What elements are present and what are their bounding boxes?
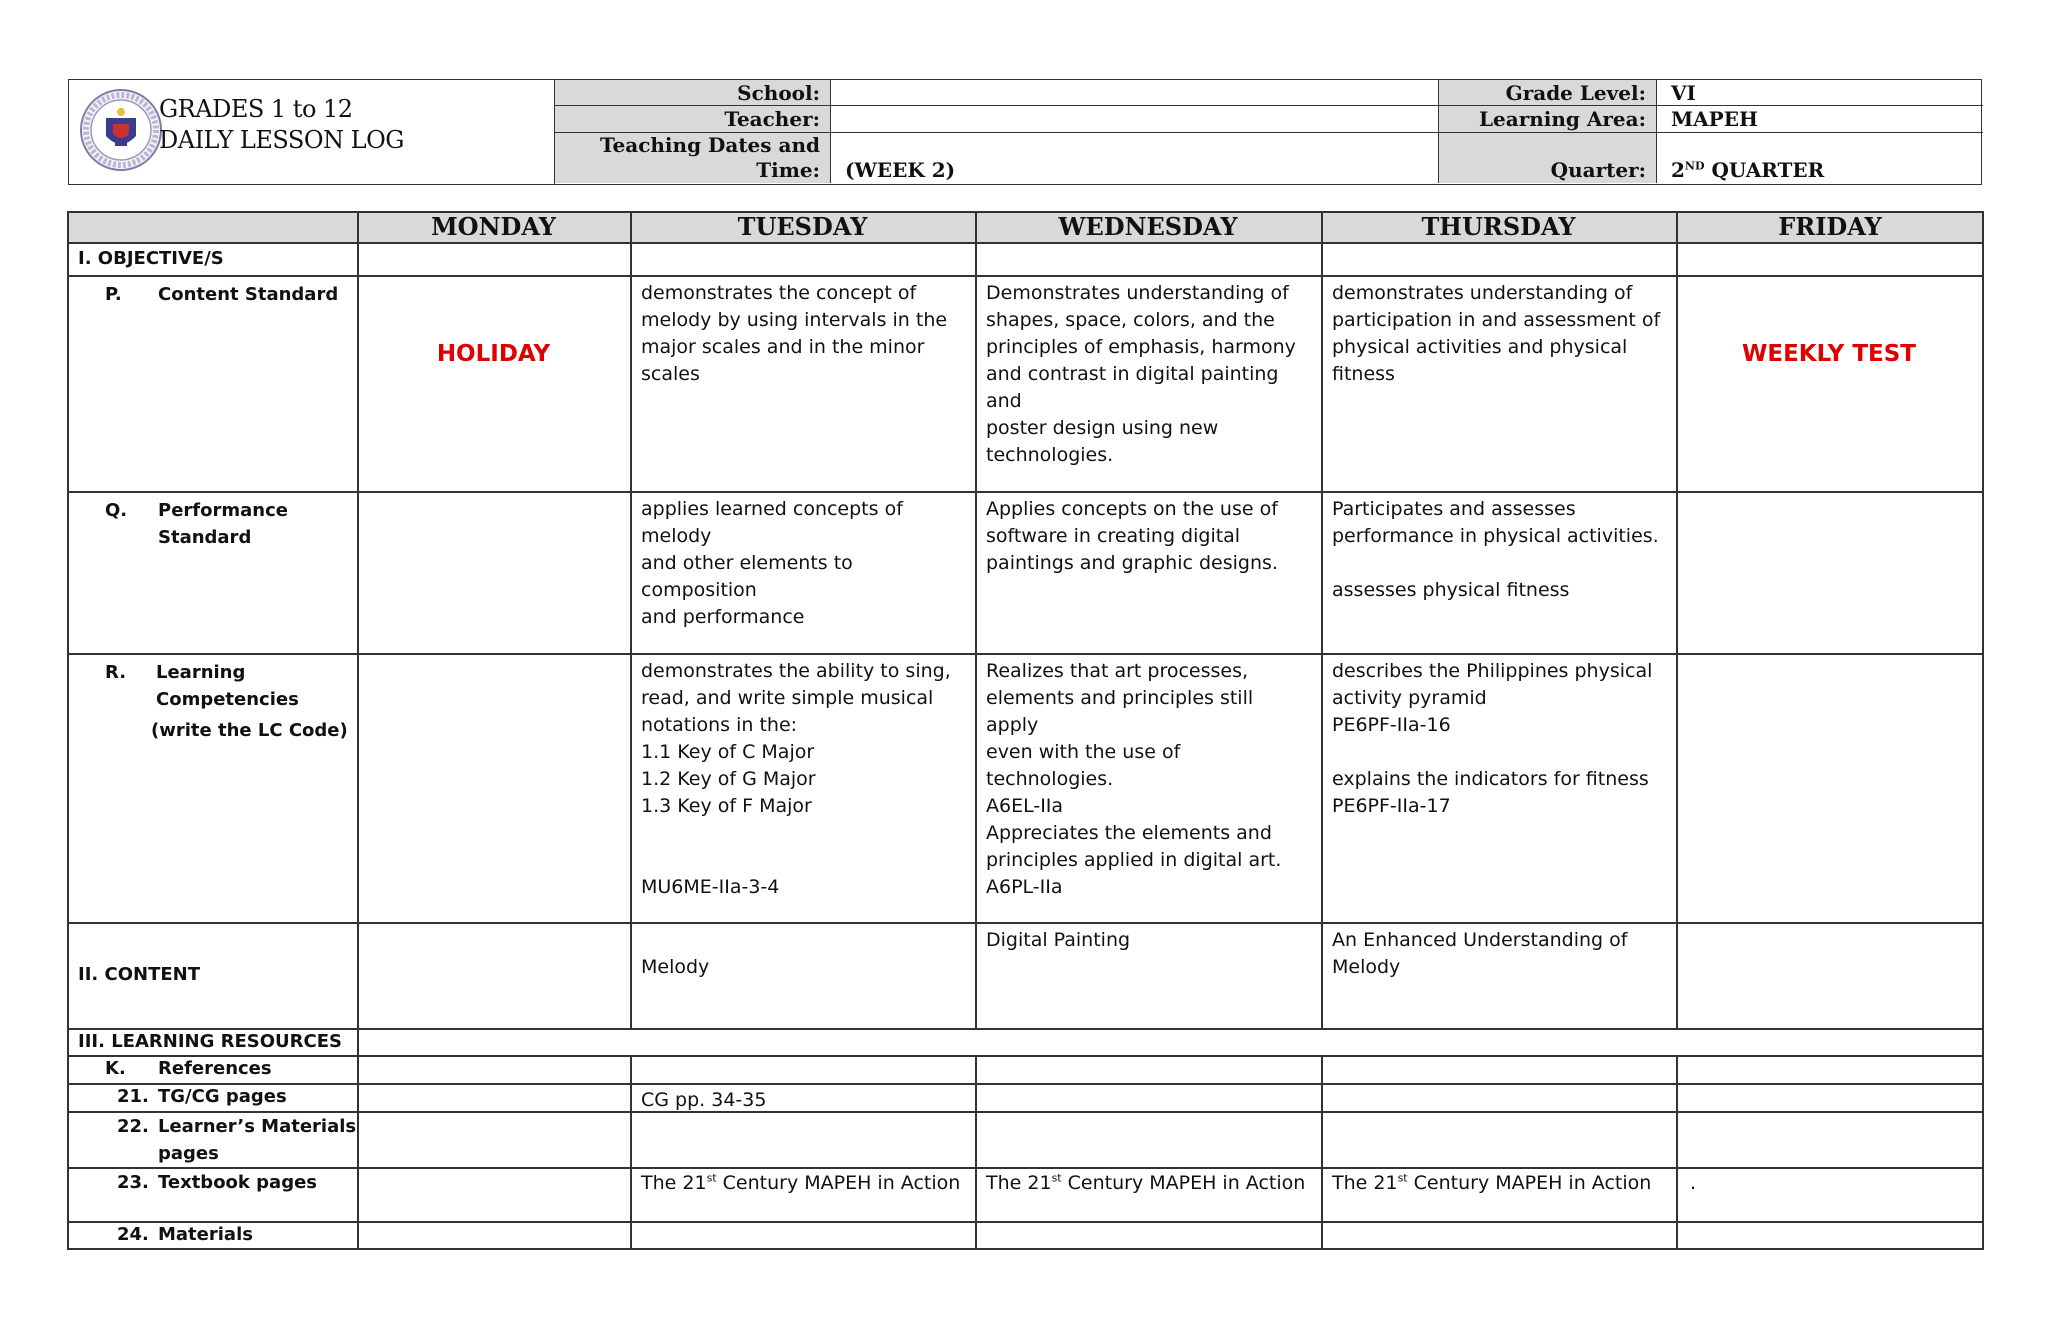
references-label: References [158, 1058, 272, 1079]
learning-competencies-label: Learning Competencies [156, 662, 299, 710]
quarter-label: Quarter: [1439, 133, 1657, 183]
lesson-log-header [68, 79, 1982, 185]
tuesday-performance-standard: applies learned concepts of melody and other elements to composition and performance [641, 498, 903, 628]
wednesday-content: Digital Painting [986, 929, 1131, 951]
header-row-dates [555, 133, 1983, 183]
quarter-field[interactable] [1657, 133, 1983, 183]
wednesday-content-standard: Demonstrates understanding of shapes, space, colors, and the principles of emphasis, harmony and contrast in digital painting and poster design using new technologies. [986, 282, 1296, 466]
textbook-number: 23. [117, 1172, 149, 1193]
textbook-title-part: The 21 [641, 1172, 707, 1194]
school-field[interactable] [831, 80, 1439, 105]
day-header-wednesday: WEDNESDAY [975, 211, 1321, 242]
friday-textbook-pages: . [1690, 1172, 1697, 1194]
logo-cell [69, 80, 555, 184]
textbook-ordinal: st [706, 1171, 717, 1185]
lc-code-note: (write the LC Code) [151, 720, 348, 741]
quarter-number: 2 [1671, 158, 1685, 182]
quarter-word: QUARTER [1704, 158, 1825, 182]
textbook-title-part: Century MAPEH in Action [716, 1172, 961, 1194]
title-line-2: DAILY LESSON LOG [159, 126, 404, 154]
thursday-textbook-pages [1321, 1166, 1676, 1197]
quarter-suffix: ND [1684, 159, 1705, 173]
wednesday-performance-standard: Applies concepts on the use of software in creating digital paintings and graphic designs. [986, 498, 1278, 574]
textbook-label: Textbook pages [158, 1172, 318, 1193]
wednesday-textbook-pages [975, 1166, 1321, 1197]
title-line-1: GRADES 1 to 12 [159, 95, 353, 123]
learning-competencies-letter: R. [105, 662, 127, 683]
tuesday-content-standard: demonstrates the concept of melody by using intervals in the major scales and in the minor scales [641, 282, 948, 385]
header-row-teacher [555, 106, 1983, 133]
day-header-monday: MONDAY [357, 211, 630, 242]
materials-number: 24. [117, 1224, 149, 1245]
document-title [159, 94, 404, 156]
textbook-ordinal: st [1051, 1171, 1062, 1185]
materials-label: Materials [158, 1224, 253, 1245]
day-header-friday: FRIDAY [1676, 211, 1984, 242]
tuesday-tg-cg-pages: CG pp. 34-35 [641, 1089, 767, 1111]
friday-weekly-test-label: WEEKLY TEST [1741, 341, 1916, 367]
teacher-label: Teacher: [555, 106, 831, 132]
tuesday-textbook-pages [630, 1166, 975, 1197]
tuesday-learning-competencies: demonstrates the ability to sing, read, and write simple musical notations in the: 1.1 Key of C Major 1.2 Key of G Major 1.3 Key of F Major MU6ME-IIa-3-4 [641, 660, 951, 898]
content-standard-label: Content Standard [158, 284, 339, 305]
grade-level-label: Grade Level: [1439, 80, 1657, 105]
learners-materials-label: Learner’s Materials pages [158, 1116, 357, 1164]
header-row-school [555, 80, 1983, 106]
wednesday-learning-competencies: Realizes that art processes, elements and principles still apply even with the use of technologies. A6EL-IIa Appreciates the elements and principles applied in digital art. A6PL-IIa [986, 660, 1282, 898]
day-header-tuesday: TUESDAY [630, 211, 975, 242]
deped-seal-icon [79, 88, 163, 172]
tg-cg-number: 21. [117, 1086, 149, 1107]
textbook-title-part: The 21 [986, 1172, 1052, 1194]
textbook-title-part: Century MAPEH in Action [1407, 1172, 1652, 1194]
references-letter: K. [105, 1058, 126, 1079]
teacher-field[interactable] [831, 106, 1439, 132]
monday-holiday-label: HOLIDAY [436, 341, 551, 367]
content-standard-letter: P. [105, 284, 122, 305]
learners-materials-number: 22. [117, 1116, 149, 1137]
learning-area-field[interactable]: MAPEH [1671, 107, 1758, 131]
thursday-content: An Enhanced Understanding of Melody [1332, 929, 1628, 978]
textbook-ordinal: st [1397, 1171, 1408, 1185]
learning-area-label: Learning Area: [1439, 106, 1657, 132]
teaching-dates-label: Teaching Dates and Time: [555, 133, 831, 183]
textbook-title-part: The 21 [1332, 1172, 1398, 1194]
grade-level-field[interactable]: VI [1671, 81, 1696, 105]
day-header-thursday: THURSDAY [1321, 211, 1676, 242]
tuesday-content: Melody [641, 956, 710, 978]
thursday-learning-competencies: describes the Philippines physical activity pyramid PE6PF-IIa-16 explains the indicators for fitness PE6PF-IIa-17 [1332, 660, 1653, 817]
thursday-content-standard: demonstrates understanding of participation in and assessment of physical activities and physical fitness [1332, 282, 1661, 385]
learning-resources-label: III. LEARNING RESOURCES [78, 1031, 342, 1052]
performance-standard-label: Performance Standard [158, 500, 288, 548]
objectives-label: I. OBJECTIVE/S [78, 248, 224, 269]
content-label: II. CONTENT [78, 964, 200, 985]
lesson-plan-table [67, 211, 1984, 1250]
school-label: School: [555, 80, 831, 105]
textbook-title-part: Century MAPEH in Action [1061, 1172, 1306, 1194]
performance-standard-letter: Q. [105, 500, 128, 521]
teaching-dates-field[interactable]: (WEEK 2) [831, 133, 1439, 183]
tg-cg-label: TG/CG pages [158, 1086, 287, 1107]
thursday-performance-standard: Participates and assesses performance in physical activities. assesses physical fitness [1332, 498, 1659, 601]
